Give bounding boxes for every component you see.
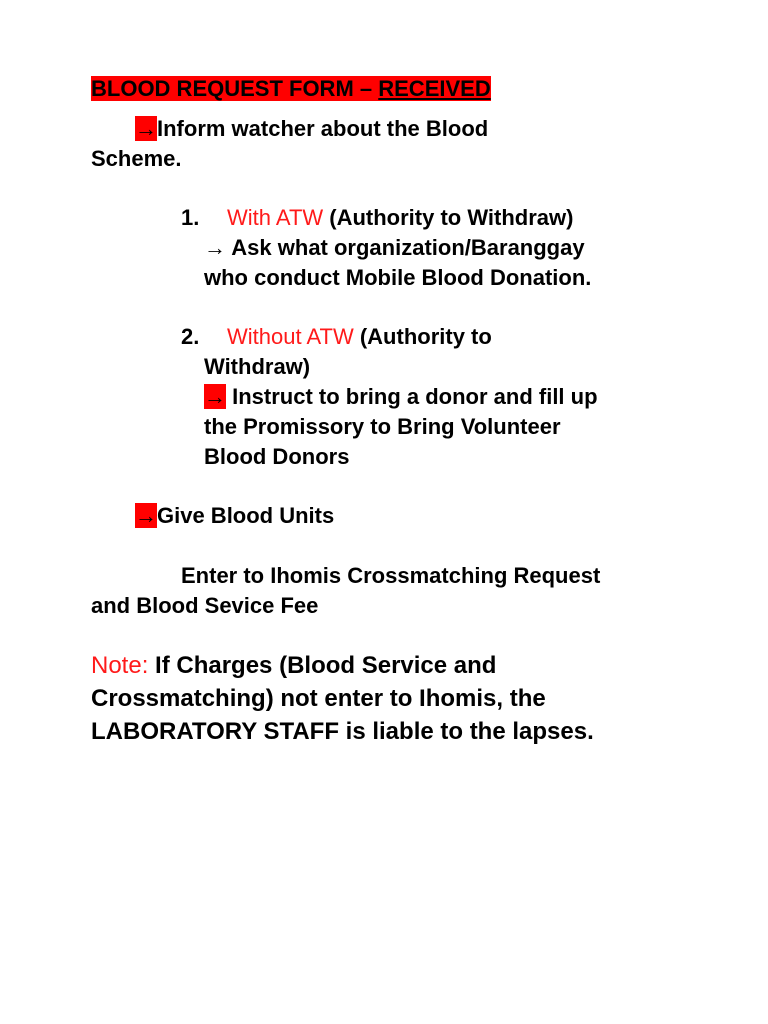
item-1-label: With ATW bbox=[227, 205, 324, 230]
enter-line-1: Enter to Ihomis Crossmatching Request bbox=[181, 563, 601, 588]
item-1-after-label: (Authority to Withdraw) bbox=[323, 205, 574, 230]
heading-received: RECEIVED bbox=[378, 76, 491, 101]
item-2-instruction-text: Instruct to bring a donor and fill up bbox=[226, 384, 598, 409]
arrow-icon: → bbox=[135, 503, 157, 528]
item-2-instruction-2: the Promissory to Bring Volunteer bbox=[204, 414, 561, 439]
item-1-title bbox=[181, 203, 573, 233]
item-2-label: Without ATW bbox=[227, 324, 354, 349]
item-2-after-label: (Authority to bbox=[353, 324, 492, 349]
item-2-instruction-3: Blood Donors bbox=[204, 444, 350, 469]
note-label: Note: bbox=[91, 652, 149, 679]
note-line-3: LABORATORY STAFF is liable to the lapses. bbox=[91, 718, 594, 745]
item-1-number: 1. bbox=[181, 205, 200, 230]
item-1-line-1: → Ask what organization/Baranggay bbox=[204, 235, 585, 260]
give-blood-line bbox=[135, 501, 334, 531]
item-2-number: 2. bbox=[181, 324, 200, 349]
note-line-1 bbox=[91, 650, 496, 682]
arrow-icon: → bbox=[204, 384, 226, 409]
item-2-instruction-1 bbox=[204, 382, 598, 412]
item-2-title bbox=[181, 322, 492, 352]
heading-prefix: BLOOD REQUEST FORM – bbox=[91, 76, 379, 101]
enter-line-2: and Blood Sevice Fee bbox=[91, 593, 319, 618]
note-text-1: If Charges (Blood Service and bbox=[148, 652, 497, 679]
item-1-line-2: who conduct Mobile Blood Donation. bbox=[204, 265, 592, 290]
note-line-2: Crossmatching) not enter to Ihomis, the bbox=[91, 685, 546, 712]
intro-line-2: Scheme. bbox=[91, 146, 182, 171]
item-2-line-2: Withdraw) bbox=[204, 354, 311, 379]
form-heading bbox=[91, 74, 491, 104]
give-blood-text: Give Blood Units bbox=[157, 503, 335, 528]
arrow-icon: → bbox=[135, 116, 157, 141]
intro-text-1: Inform watcher about the Blood bbox=[157, 116, 489, 141]
intro-line-1 bbox=[135, 114, 488, 144]
